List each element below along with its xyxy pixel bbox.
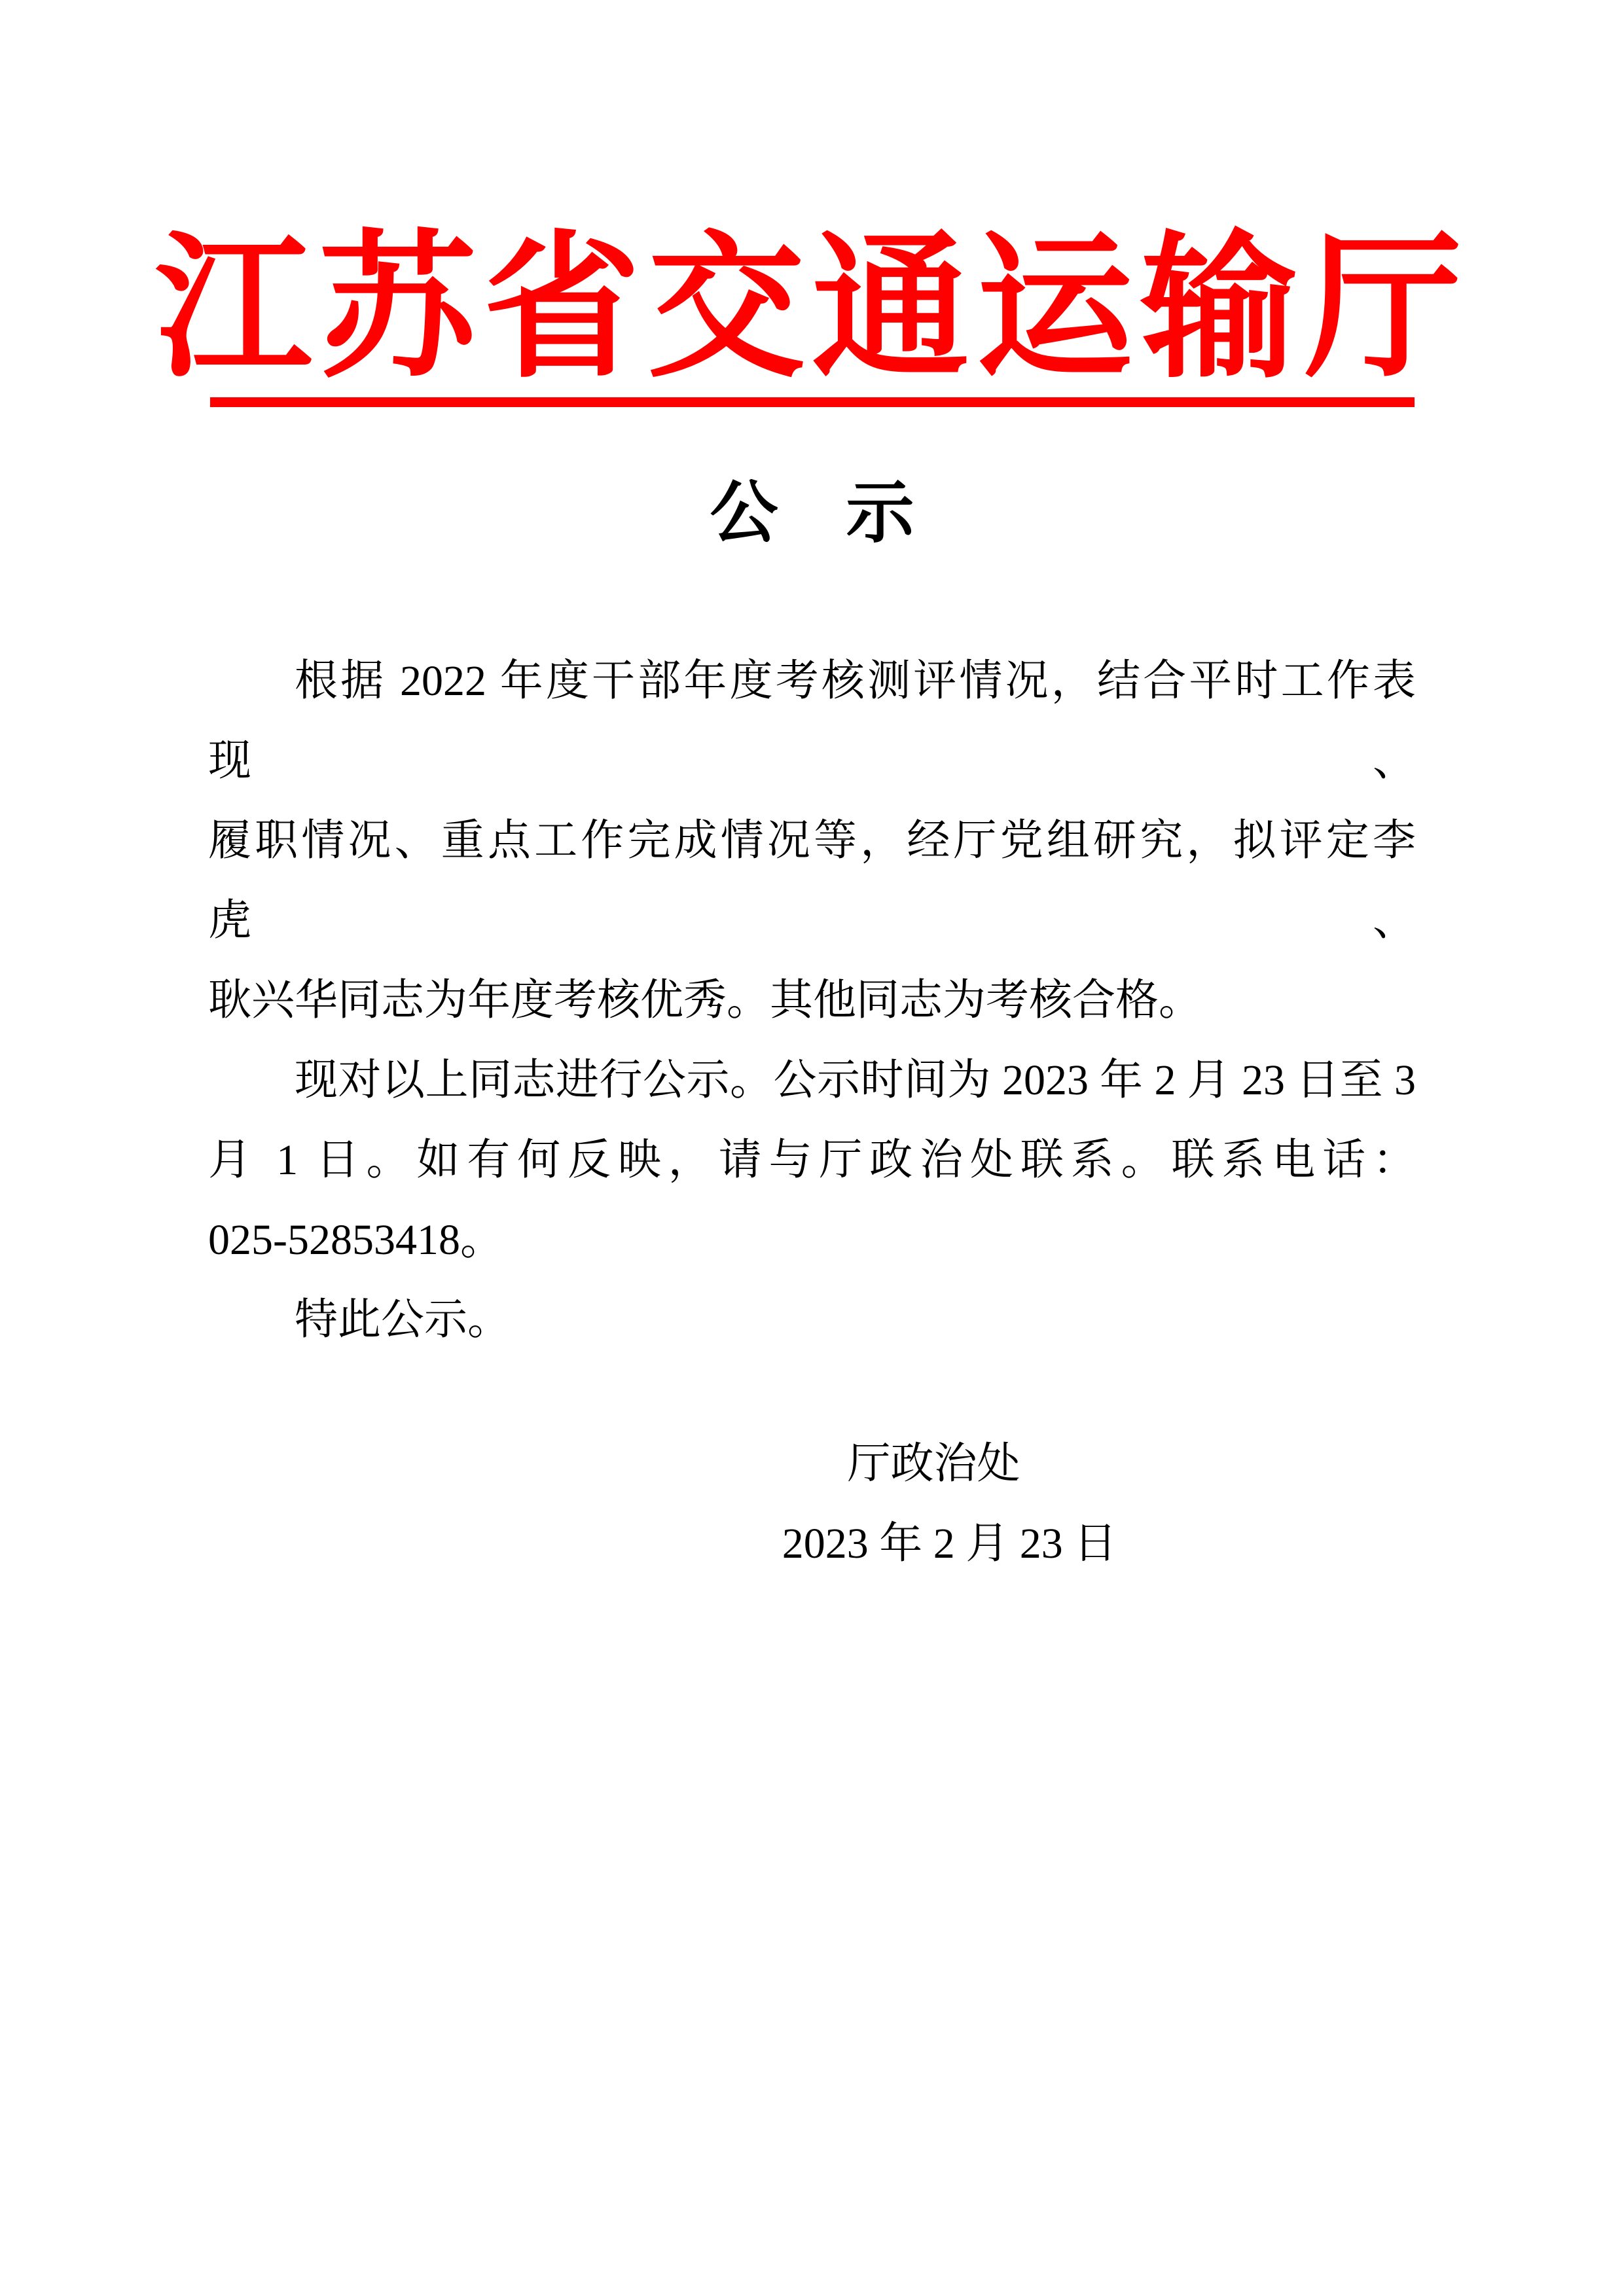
signature-date: 2023 年 2 月 23 日 bbox=[782, 1520, 1117, 1568]
document-title: 公 示 bbox=[710, 476, 914, 551]
signature-department: 厅政治处 bbox=[847, 1440, 1020, 1488]
letterhead-agency-title: 江苏省交通运输厅 bbox=[154, 222, 1470, 396]
document-body bbox=[208, 641, 1416, 1360]
body-line-3: 耿兴华同志为年度考核优秀。其他同志为考核合格。 bbox=[208, 977, 1202, 1024]
body-line-2: 履职情况、重点工作完成情况等，经厅党组研究，拟评定李虎、 bbox=[208, 817, 1416, 944]
body-line-7: 特此公示。 bbox=[295, 1296, 511, 1344]
body-line-6: 025-52853418。 bbox=[208, 1216, 503, 1264]
body-line-5: 月 1 日。如有何反映，请与厅政治处联系。联系电话： bbox=[208, 1136, 1416, 1184]
letterhead-divider-rule bbox=[210, 397, 1415, 407]
signature-block bbox=[208, 1424, 1416, 1584]
body-line-4: 现对以上同志进行公示。公示时间为 2023 年 2 月 23 日至 3 bbox=[295, 1056, 1416, 1104]
body-line-1: 根据 2022 年度干部年度考核测评情况，结合平时工作表现、 bbox=[208, 657, 1416, 785]
